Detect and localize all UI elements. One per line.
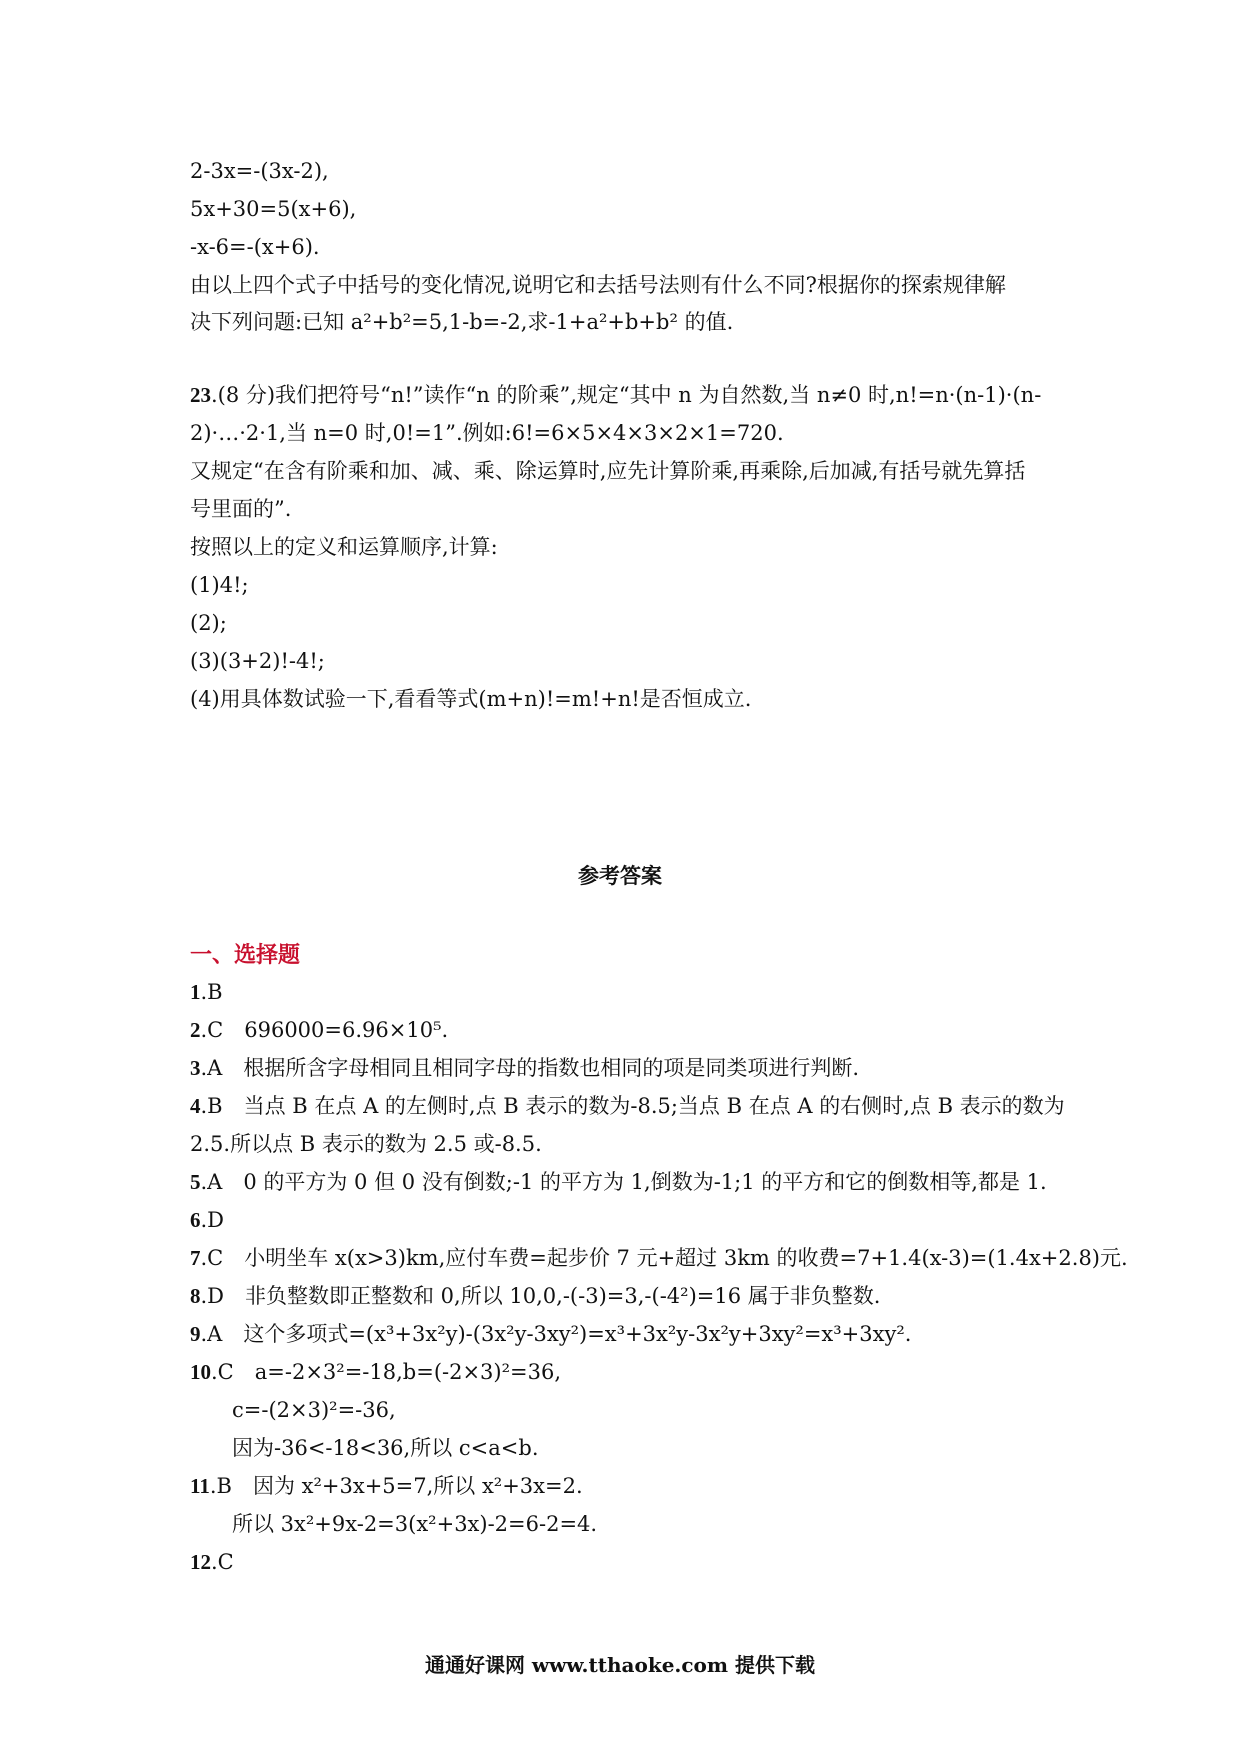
answer-line [190, 1015, 448, 1045]
answer-line [190, 1243, 1128, 1273]
q22-line-5: 决下列问题:已知 a²+b²=5,1-b=-2,求-1+a²+b+b² 的值. [190, 310, 734, 334]
answer-line [190, 1205, 224, 1235]
answer-line [190, 1129, 542, 1159]
answer-number: 11 [190, 1474, 210, 1498]
answer-line [190, 977, 223, 1007]
q23-line-6: (1)4!; [190, 573, 249, 597]
q22-line-1: 2-3x=-(3x-2), [190, 159, 329, 183]
answer-number: 10 [190, 1360, 211, 1384]
q23-line-1-text: .(8 分)我们把符号“n!”读作“n 的阶乘”,规定“其中 n 为自然数,当 n≠0 时,n!=n·(n-1)·(n- [211, 383, 1042, 407]
answer-number: 3 [190, 1056, 201, 1080]
answer-text: .C [211, 1550, 234, 1574]
answer-number: 12 [190, 1550, 211, 1574]
answer-text: 因为-36<-18<36,所以 c<a<b. [232, 1436, 539, 1460]
answer-text: .B 当点 B 在点 A 的左侧时,点 B 表示的数为-8.5;当点 B 在点 A 的右侧时,点 B 表示的数为 [200, 1094, 1065, 1118]
answer-number: 7 [190, 1246, 201, 1270]
answer-line [190, 1167, 1047, 1197]
answer-text: .A 0 的平方为 0 但 0 没有倒数;-1 的平方为 1,倒数为-1;1 的平方和它的倒数相等,都是 1. [200, 1170, 1047, 1194]
q23-line-1 [190, 380, 1041, 410]
answer-text: .B 因为 x²+3x+5=7,所以 x²+3x=2. [209, 1474, 583, 1498]
answer-number: 1 [190, 980, 201, 1004]
q23-number: 23 [190, 383, 211, 407]
q23-line-3: 又规定“在含有阶乘和加、减、乘、除运算时,应先计算阶乘,再乘除,后加减,有括号就先算括 [190, 459, 1026, 483]
section-heading: 一、选择题 [190, 942, 301, 968]
q22-line-3: -x-6=-(x+6). [190, 235, 320, 259]
answer-text: .D 非负整数即正整数和 0,所以 10,0,-(-3)=3,-(-4²)=16 属于非负整数. [200, 1284, 881, 1308]
q22-line-4: 由以上四个式子中括号的变化情况,说明它和去括号法则有什么不同?根据你的探索规律解 [190, 273, 1006, 297]
q22-line-2: 5x+30=5(x+6), [190, 197, 357, 221]
answer-text: .D [200, 1208, 225, 1232]
footer-credit: 通通好课网 www.tthaoke.com 提供下载 [424, 1653, 816, 1677]
answer-number: 4 [190, 1094, 201, 1118]
q23-line-5: 按照以上的定义和运算顺序,计算: [190, 535, 498, 559]
answer-text: c=-(2×3)²=-36, [232, 1398, 396, 1422]
answer-line [190, 1281, 880, 1311]
answer-text: .C 696000=6.96×10⁵. [200, 1018, 449, 1042]
answer-number: 5 [190, 1170, 201, 1194]
q23-line-8: (3)(3+2)!-4!; [190, 649, 325, 673]
answer-line [190, 1319, 911, 1349]
answer-text: 所以 3x²+9x-2=3(x²+3x)-2=6-2=4. [232, 1512, 598, 1536]
answer-number: 9 [190, 1322, 201, 1346]
answer-line [190, 1471, 583, 1501]
answer-text: .A 这个多项式=(x³+3x²y)-(3x²y-3xy²)=x³+3x²y-3x²y+3xy²=x³+3xy². [200, 1322, 912, 1346]
answer-line [190, 1053, 859, 1083]
answer-text: .A 根据所含字母相同且相同字母的指数也相同的项是同类项进行判断. [200, 1056, 860, 1080]
answer-line [190, 1357, 561, 1387]
q23-line-4: 号里面的”. [190, 497, 292, 521]
answer-line [190, 1547, 234, 1577]
answer-text: .C 小明坐车 x(x>3)km,应付车费=起步价 7 元+超过 3km 的收费=7+1.4(x-3)=(1.4x+2.8)元. [200, 1246, 1128, 1270]
answer-number: 8 [190, 1284, 201, 1308]
answer-line [232, 1433, 539, 1463]
answer-line [190, 1091, 1065, 1121]
answer-text: .C a=-2×3²=-18,b=(-2×3)²=36, [211, 1360, 562, 1384]
answer-line [232, 1395, 396, 1425]
q23-line-7: (2); [190, 611, 227, 635]
answer-text: .B [200, 980, 223, 1004]
answer-line [232, 1509, 597, 1539]
answer-number: 2 [190, 1018, 201, 1042]
answers-title: 参考答案 [578, 863, 662, 888]
q23-line-2: 2)·…·2·1,当 n=0 时,0!=1”.例如:6!=6×5×4×3×2×1=720. [190, 421, 784, 445]
answer-text: 2.5.所以点 B 表示的数为 2.5 或-8.5. [190, 1132, 542, 1156]
q23-line-9: (4)用具体数试验一下,看看等式(m+n)!=m!+n!是否恒成立. [190, 687, 752, 711]
answer-number: 6 [190, 1208, 201, 1232]
